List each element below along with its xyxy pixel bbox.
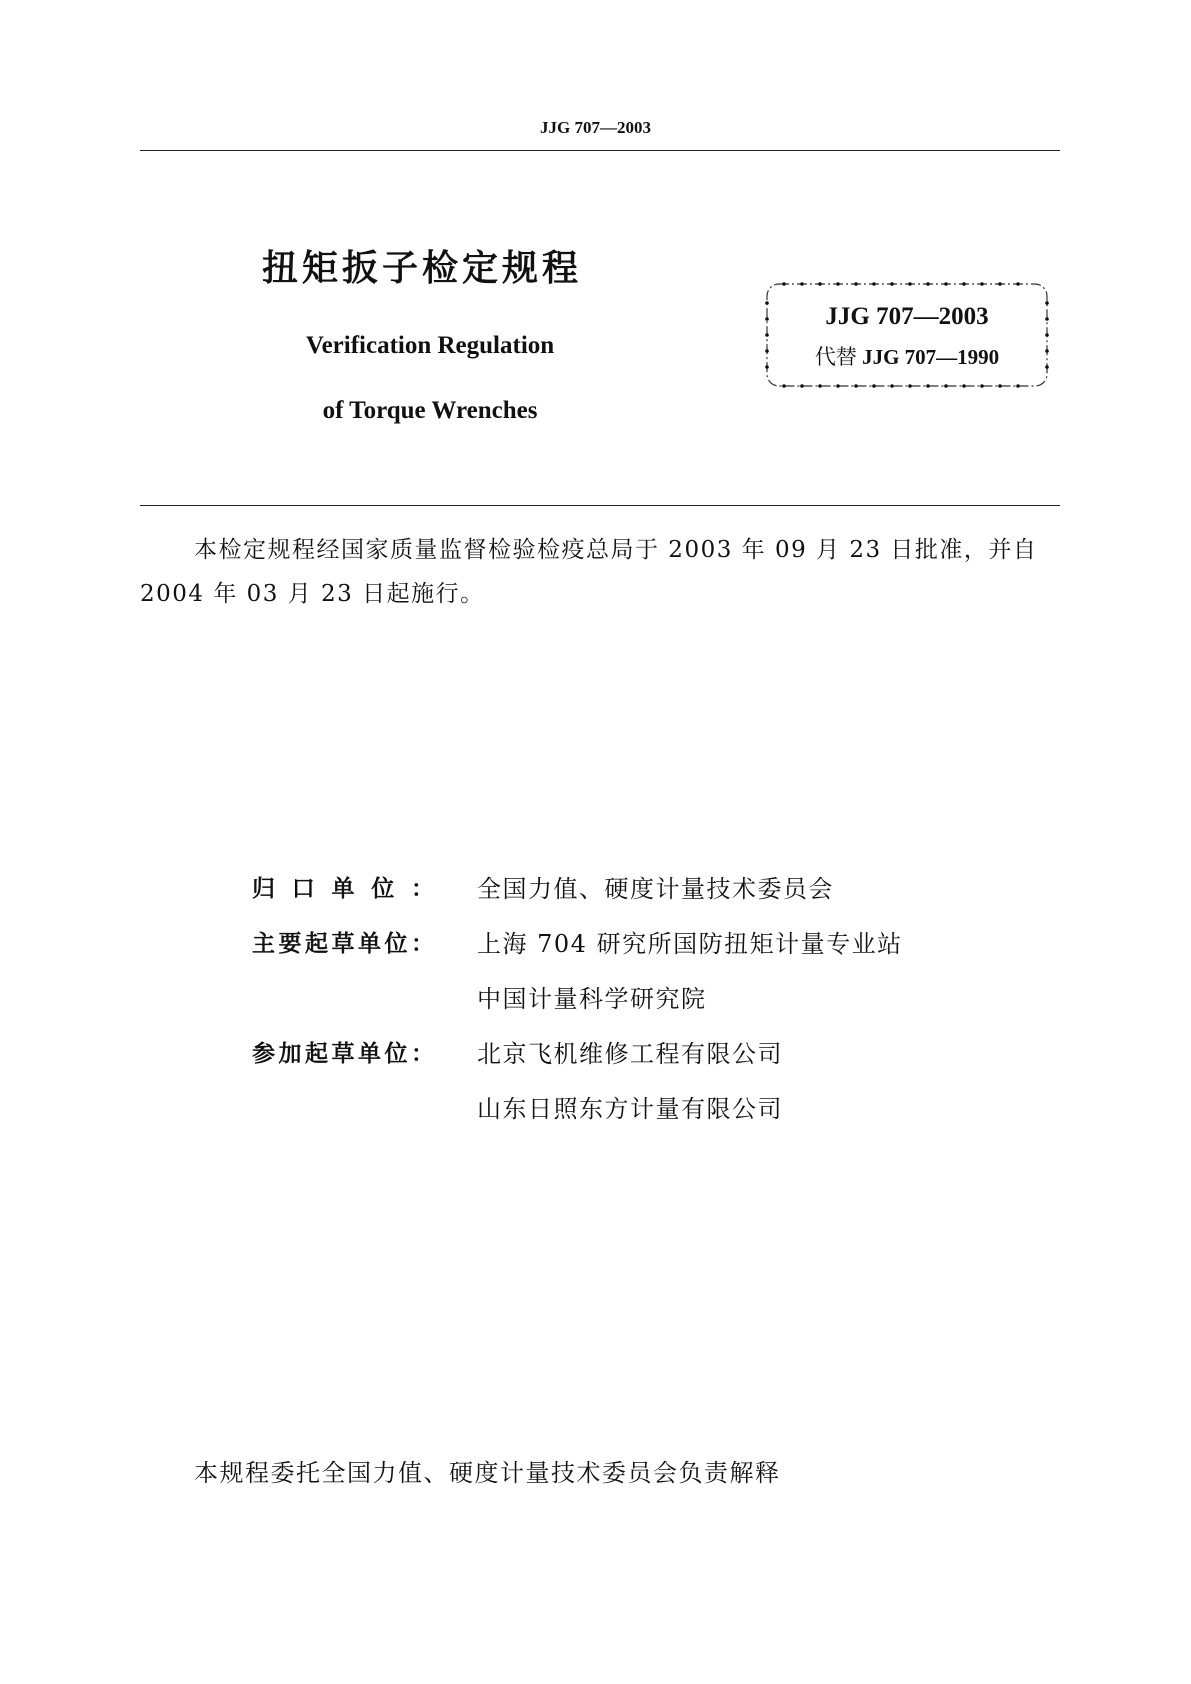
- title-english-line1: Verification Regulation: [305, 332, 555, 359]
- header-standard-code: JJG 707—2003: [540, 118, 651, 137]
- border-dot: [800, 282, 804, 286]
- border-dot: [1016, 282, 1020, 286]
- border-dot: [962, 282, 966, 286]
- org-label-responsible: 归口单位：: [252, 876, 434, 902]
- border-dot: [800, 384, 804, 388]
- border-dot: [782, 384, 786, 388]
- section-rule: [140, 505, 1060, 506]
- org-value-main-drafting-1: 上海 704 研究所国防扭矩计量专业站: [477, 930, 903, 958]
- replaces-line: [764, 341, 1050, 371]
- border-dot: [818, 384, 822, 388]
- border-dot: [782, 282, 786, 286]
- org-value-participating-2: 山东日照东方计量有限公司: [477, 1095, 783, 1123]
- border-dot: [998, 384, 1002, 388]
- header-rule: [140, 150, 1060, 151]
- org-label-main-drafting: 主要起草单位：: [252, 931, 434, 957]
- decorative-border: [764, 281, 1050, 389]
- border-dot: [1016, 384, 1020, 388]
- border-dot: [872, 282, 876, 286]
- border-dot: [980, 282, 984, 286]
- title-chinese: 扭矩扳子检定规程: [262, 248, 583, 289]
- approval-paragraph: 本检定规程经国家质量监督检验检疫总局于 2003 年 09 月 23 日批准，并自 2004 年 03 月 23 日起施行。: [140, 537, 1038, 607]
- org-value-main-drafting-2: 中国计量科学研究院: [477, 985, 707, 1013]
- standard-code: JJG 707—2003: [825, 303, 989, 330]
- border-dot: [872, 384, 876, 388]
- org-value-participating-1: 北京飞机维修工程有限公司: [477, 1040, 783, 1068]
- border-dot: [854, 384, 858, 388]
- border-dot: [765, 333, 769, 337]
- border-dot: [890, 384, 894, 388]
- org-value-responsible: 全国力值、硬度计量技术委员会: [477, 875, 834, 903]
- border-dot: [998, 282, 1002, 286]
- standard-code-box: [764, 281, 1050, 389]
- border-dot: [944, 282, 948, 286]
- border-dot: [962, 384, 966, 388]
- title-english-line2: of Torque Wrenches: [322, 397, 538, 424]
- border-dot: [926, 384, 930, 388]
- org-label-participating: 参加起草单位：: [252, 1041, 434, 1067]
- border-dot: [908, 282, 912, 286]
- border-dot: [836, 282, 840, 286]
- border-dot: [944, 384, 948, 388]
- replaces-prefix: 代替: [814, 345, 857, 369]
- border-dot: [818, 282, 822, 286]
- border-dot: [890, 282, 894, 286]
- border-dot: [926, 282, 930, 286]
- border-dot: [980, 384, 984, 388]
- border-dot: [908, 384, 912, 388]
- border-dot: [854, 282, 858, 286]
- border-dot: [836, 384, 840, 388]
- replaces-code: JJG 707—1990: [862, 345, 1000, 369]
- border-dot: [1045, 333, 1049, 337]
- interpretation-note: 本规程委托全国力值、硬度计量技术委员会负责解释: [194, 1459, 781, 1487]
